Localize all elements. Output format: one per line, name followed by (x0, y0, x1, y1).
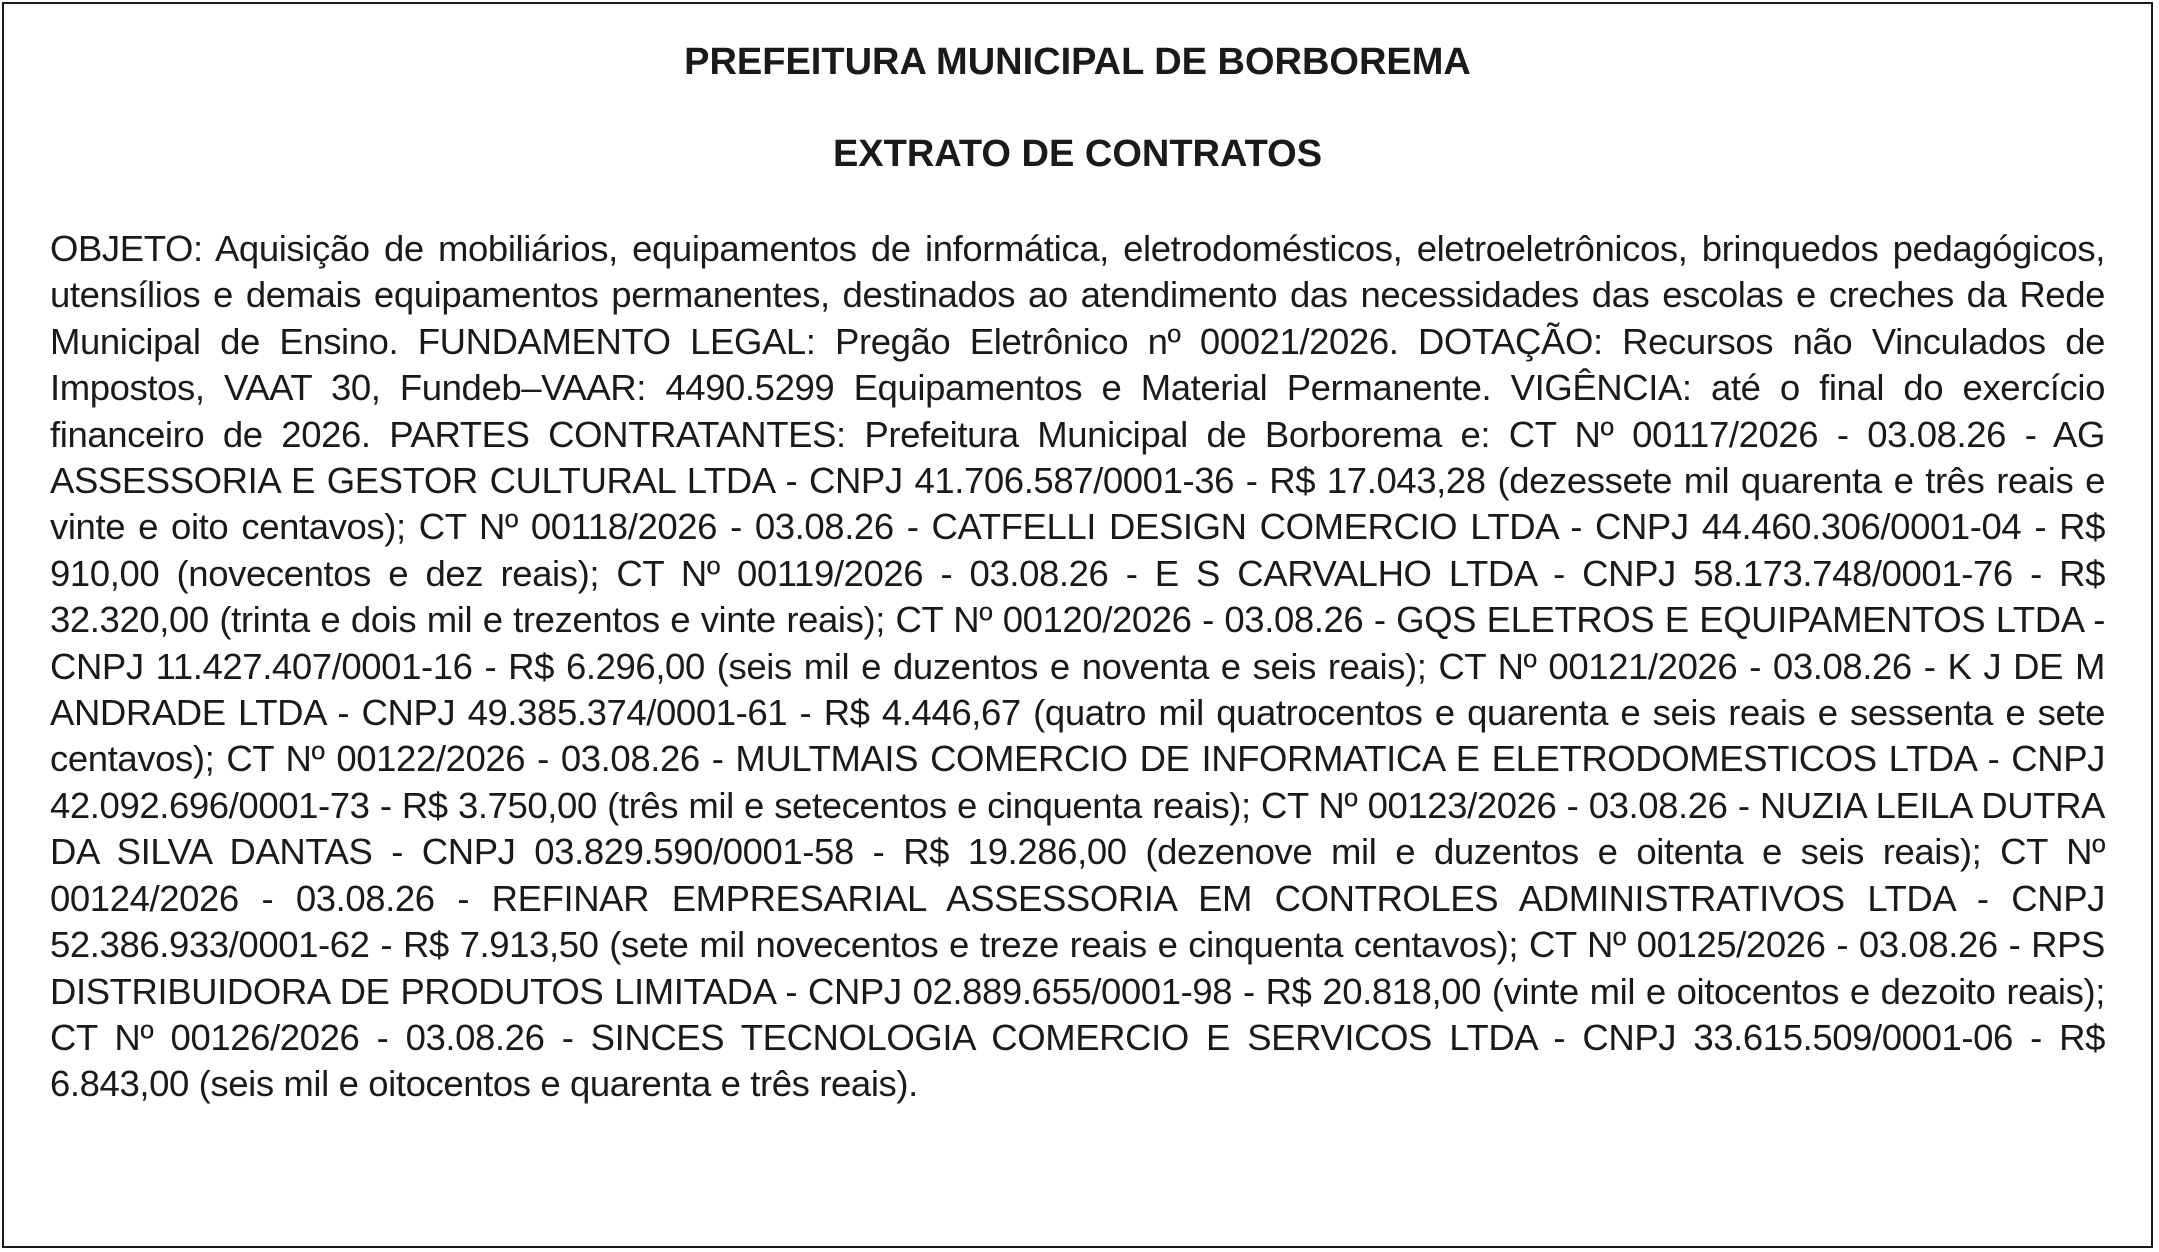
municipality-heading: PREFEITURA MUNICIPAL DE BORBOREMA (684, 41, 1471, 83)
contract-extract-notice (2, 2, 2153, 1248)
document-title: EXTRATO DE CONTRATOS (832, 133, 1323, 175)
contract-details-paragraph: OBJETO: Aquisição de mobiliários, equipamentos de informática, eletrodomésticos, eletroeletrônicos, brinquedos pedagógicos, utensílios e demais equipamentos permanentes, destinados ao atendimento das necessidades das escolas e creches da Rede Municipal de Ensino. FUNDAMENTO LEGAL: Pregão Eletrônico nº 00021/2026. DOTAÇÃO: Recursos não Vinculados de Impostos, VAAT 30, Fundeb–VAAR: 4490.5299 Equipamentos e Material Permanente. VIGÊNCIA: até o final do exercício financeiro de 2026. PARTES CONTRATANTES: Prefeitura Municipal de Borborema e: CT Nº 00117/2026 - 03.08.26 - AG ASSESSORIA E GESTOR CULTURAL LTDA - CNPJ 41.706.587/0001-36 - R$ 17.043,28 (dezessete mil quarenta e três reais e vinte e oito centavos); CT Nº 00118/2026 - 03.08.26 - CATFELLI DESIGN COMERCIO LTDA - CNPJ 44.460.306/0001-04 - R$ 910,00 (novecentos e dez reais); CT Nº 00119/2026 - 03.08.26 - E S CARVALHO LTDA - CNPJ 58.173.748/0001-76 - R$ 32.320,00 (trinta e dois mil e trezentos e vinte reais); CT Nº 00120/2026 - 03.08.26 - GQS ELETROS E EQUIPAMENTOS LTDA - CNPJ 11.427.407/0001-16 - R$ 6.296,00 (seis mil e duzentos e noventa e seis reais); CT Nº 00121/2026 - 03.08.26 - K J DE M ANDRADE LTDA - CNPJ 49.385.374/0001-61 - R$ 4.446,67 (quatro mil quatrocentos e quarenta e seis reais e sessenta e sete centavos); CT Nº 00122/2026 - 03.08.26 - MULTMAIS COMERCIO DE INFORMATICA E ELETRODOMESTICOS LTDA - CNPJ 42.092.696/0001-73 - R$ 3.750,00 (três mil e setecentos e cinquenta reais); CT Nº 00123/2026 - 03.08.26 - NUZIA LEILA DUTRA DA SILVA DANTAS - CNPJ 03.829.590/0001-58 - R$ 19.286,00 (dezenove mil e duzentos e oitenta e seis reais); CT Nº 00124/2026 - 03.08.26 - REFINAR EMPRESARIAL ASSESSORIA EM CONTROLES ADMINISTRATIVOS LTDA - CNPJ 52.386.933/0001-62 - R$ 7.913,50 (sete mil novecentos e treze reais e cinquenta centavos); CT Nº 00125/2026 - 03.08.26 - RPS DISTRIBUIDORA DE PRODUTOS LIMITADA - CNPJ 02.889.655/0001-98 - R$ 20.818,00 (vinte mil e oitocentos e dezoito reais); CT Nº 00126/2026 - 03.08.26 - SINCES TECNOLOGIA COMERCIO E SERVICOS LTDA - CNPJ 33.615.509/0001-06 - R$ 6.843,00 (seis mil e oitocentos e quarenta e três reais). (50, 228, 2105, 1105)
